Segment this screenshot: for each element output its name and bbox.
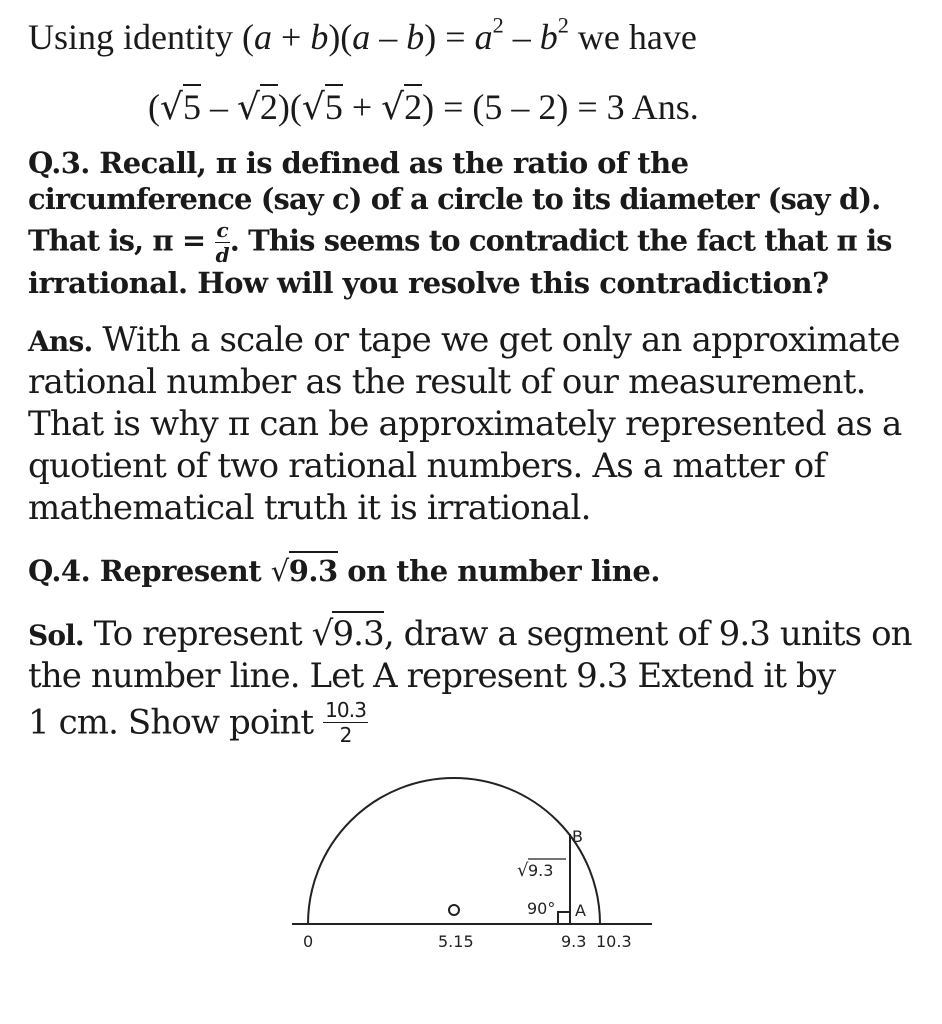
ans3-line-4: quotient of two rational numbers. As a matter of (28, 446, 826, 486)
sqrt-icon: √ (301, 87, 325, 128)
right-angle-mark (558, 912, 570, 924)
ans3-line-1: Ans. With a scale or tape we get only an approximate (28, 320, 900, 360)
semicircle-arc (308, 778, 600, 924)
label-A: A (575, 901, 586, 920)
label-root: 9.3 (528, 861, 554, 880)
number-line-diagram (0, 764, 942, 1024)
tick-a: 9.3 (561, 932, 587, 951)
sqrt-icon: √ (311, 614, 333, 654)
c-over-d-fraction: $\frac{c}{d}$ (215, 218, 229, 267)
identity-tail: we have (568, 17, 697, 57)
root-radical-icon: √ (517, 860, 529, 881)
tick-0: 0 (303, 932, 314, 951)
ans3-line-3: That is why π can be approximately represented as a (28, 404, 902, 444)
q3-label: Q.3. (28, 146, 90, 180)
sqrt-icon: √ (160, 87, 183, 128)
ans3-label: Ans. (28, 325, 93, 358)
tick-mid: 5.15 (438, 932, 474, 951)
sqrt-icon: √ (236, 87, 260, 128)
identity-lead: Using identity (28, 17, 242, 57)
q3-line-4: irrational. How will you resolve this contradiction? (28, 266, 829, 300)
q3-line-2: circumference (say c) of a circle to its diameter (say d). (28, 182, 881, 216)
sol-label: Sol. (28, 619, 84, 652)
q4-line: Q.4. Represent √9.3 on the number line. (28, 554, 660, 588)
tick-end: 10.3 (596, 932, 632, 951)
ans3-line-2: rational number as the result of our measurement. (28, 362, 866, 402)
ans3-line-5: mathematical truth it is irrational. (28, 488, 591, 528)
identity-line: Using identity $(a + b)(a - b) = a^2 - b^2$ we have (28, 12, 697, 57)
q3-line-1: Q.3. Recall, π is defined as the ratio of the (28, 146, 689, 180)
q4-label: Q.4. (28, 554, 91, 588)
sqrt-icon: √ (381, 87, 405, 128)
label-angle: 90° (527, 899, 556, 918)
q3-line-3: That is, π = $\frac{c}{d}$ . This seems to contradict the fact that π is (28, 218, 892, 267)
center-point-icon (449, 905, 459, 915)
sqrt-icon: √ (270, 554, 289, 588)
sol-line-1: Sol. To represent √9.3, draw a segment of 9.3 units on (28, 614, 912, 654)
label-B: B (572, 827, 583, 846)
sol-line-3: 1 cm. Show point $\frac{10.3}{2}$ (28, 698, 367, 747)
sol-fraction: $\frac{10.3}{2}$ (325, 698, 367, 747)
calculation-line: (√5 – √2)(√5 + √2) = (5 – 2) = 3 Ans. (148, 86, 699, 128)
sol-line-2: the number line. Let A represent 9.3 Extend it by (28, 656, 836, 696)
